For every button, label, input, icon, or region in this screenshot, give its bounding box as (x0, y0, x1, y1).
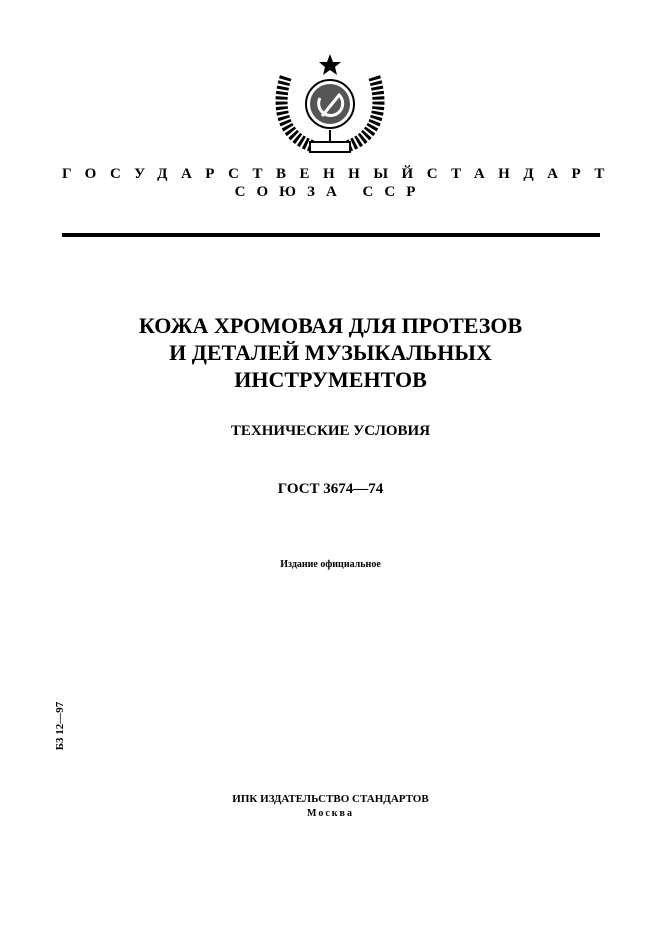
publisher: ИПК ИЗДАТЕЛЬСТВО СТАНДАРТОВ (232, 793, 429, 805)
edition-note: Издание официальное (280, 559, 381, 570)
ussr-emblem (272, 46, 388, 162)
title-line: И ДЕТАЛЕЙ МУЗЫКАЛЬНЫХ (169, 340, 492, 365)
divider-rule (62, 233, 600, 237)
title-line: КОЖА ХРОМОВАЯ ДЛЯ ПРОТЕЗОВ (138, 313, 523, 338)
header-word-state: ГОСУДАРСТВЕННЫЙ (62, 166, 427, 182)
header-word-standard: СТАНДАРТ (426, 166, 618, 182)
header-line-2: СОЮЗА ССР (234, 184, 427, 200)
document-subtitle: ТЕХНИЧЕСКИЕ УСЛОВИЯ (230, 423, 431, 439)
title-line: ИНСТРУМЕНТОВ (234, 367, 427, 392)
header-line-1 (62, 166, 618, 183)
gost-number: ГОСТ 3674—74 (277, 481, 384, 497)
side-code: Б3 12—97 (54, 701, 66, 751)
city: Москва (307, 808, 354, 819)
document-title (0, 312, 661, 393)
